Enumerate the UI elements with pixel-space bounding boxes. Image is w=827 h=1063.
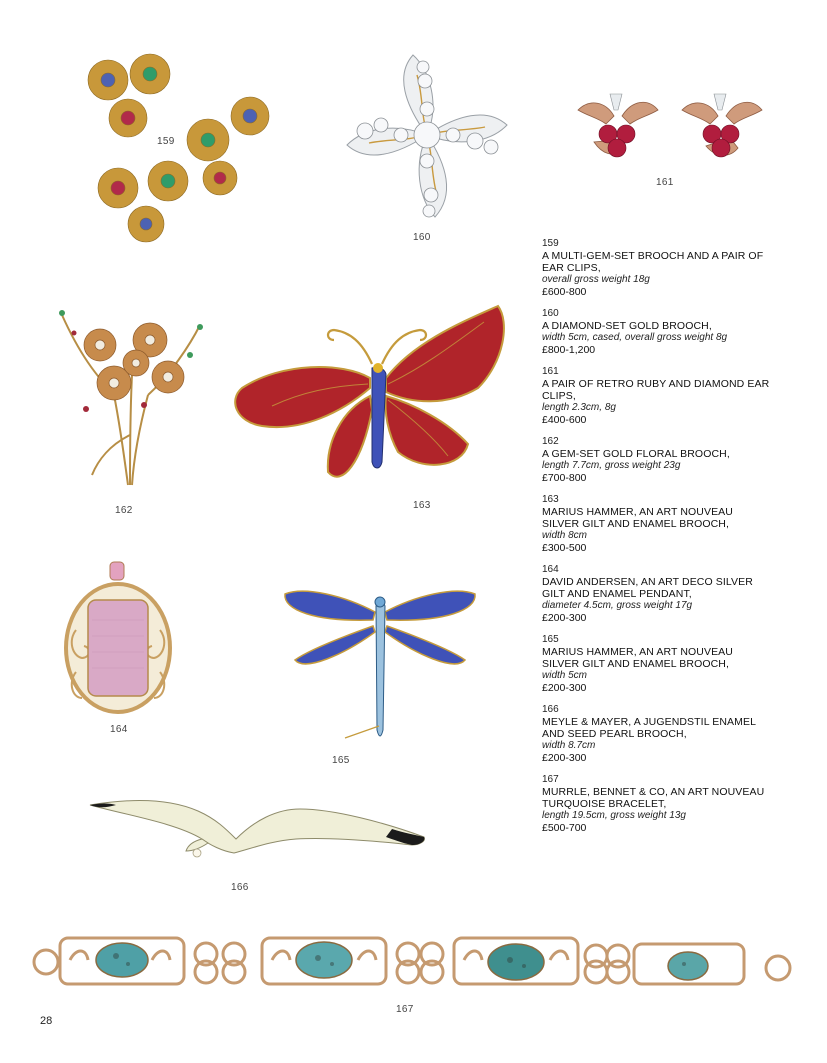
lot-161-ear-clips-image: [570, 88, 770, 170]
lot-details: length 19.5cm, gross weight 13g: [542, 810, 686, 821]
page-number: 28: [40, 1015, 53, 1027]
lot-title: MARIUS HAMMER, AN ART NOUVEAU SILVER GILT AND ENAMEL BROOCH,: [542, 506, 733, 530]
lot-estimate: £700-800: [542, 472, 587, 484]
lot-162-caption: 162: [115, 505, 133, 516]
lot-number: 164: [542, 564, 559, 575]
lot-number: 166: [542, 704, 559, 715]
lot-161-caption: 161: [656, 177, 674, 188]
lot-details: length 2.3cm, 8g: [542, 402, 616, 413]
lot-entry-162: [542, 436, 772, 484]
lot-163-butterfly-brooch-image: [222, 292, 512, 492]
lot-estimate: £200-300: [542, 752, 587, 764]
lot-164-pendant-image: [62, 560, 174, 715]
lot-details: width 5cm: [542, 670, 588, 681]
lot-160-diamond-brooch-image: [335, 45, 520, 225]
lot-estimate: £300-500: [542, 542, 587, 554]
lot-162-floral-brooch-image: [40, 285, 220, 500]
lot-entry-161: [542, 366, 772, 426]
lot-details: width 8cm: [542, 530, 588, 541]
lot-entry-167: [542, 774, 772, 834]
lot-number: 159: [542, 238, 559, 249]
lot-title: MURRLE, BENNET & CO, AN ART NOUVEAU TURQUOISE BRACELET,: [542, 786, 765, 810]
lot-166-caption: 166: [231, 882, 249, 893]
lot-163-caption: 163: [413, 500, 431, 511]
lot-entry-159: [542, 238, 772, 298]
lot-entry-164: [542, 564, 772, 624]
lot-estimate: £800-1,200: [542, 344, 596, 356]
lot-details: width 8.7cm: [542, 740, 596, 751]
lot-title: MARIUS HAMMER, AN ART NOUVEAU SILVER GILT AND ENAMEL BROOCH,: [542, 646, 733, 670]
lot-number: 167: [542, 774, 559, 785]
lot-164-caption: 164: [110, 724, 128, 735]
lot-entry-163: [542, 494, 772, 554]
lot-estimate: £200-300: [542, 612, 587, 624]
lot-entry-165: [542, 634, 772, 694]
lot-title: A MULTI-GEM-SET BROOCH AND A PAIR OF EAR CLIPS,: [542, 250, 764, 274]
lot-number: 163: [542, 494, 559, 505]
lot-entry-160: [542, 308, 772, 356]
lot-estimate: £200-300: [542, 682, 587, 694]
lot-title: A DIAMOND-SET GOLD BROOCH,: [542, 320, 712, 332]
lot-165-dragonfly-brooch-image: [275, 580, 485, 750]
lot-166-seagull-brooch-image: [86, 793, 431, 878]
lot-estimate: £500-700: [542, 822, 587, 834]
lot-estimate: £400-600: [542, 414, 587, 426]
lot-165-caption: 165: [332, 755, 350, 766]
lot-entry-166: [542, 704, 772, 764]
lot-167-bracelet-image: [24, 920, 814, 1000]
lot-details: overall gross weight 18g: [542, 274, 650, 285]
lot-159-caption: 159: [157, 136, 175, 147]
lot-number: 161: [542, 366, 559, 377]
lot-160-caption: 160: [413, 232, 431, 243]
lot-number: 160: [542, 308, 559, 319]
lot-title: MEYLE & MAYER, A JUGENDSTIL ENAMEL AND SEED PEARL BROOCH,: [542, 716, 756, 740]
lot-descriptions: [542, 238, 772, 844]
lot-title: A GEM-SET GOLD FLORAL BROOCH,: [542, 448, 730, 460]
lot-details: width 5cm, cased, overall gross weight 8g: [542, 332, 728, 343]
lot-167-caption: 167: [396, 1004, 414, 1015]
lot-details: length 7.7cm, gross weight 23g: [542, 460, 681, 471]
lot-number: 162: [542, 436, 559, 447]
lot-estimate: £600-800: [542, 286, 587, 298]
lot-title: DAVID ANDERSEN, AN ART DECO SILVER GILT AND ENAMEL PENDANT,: [542, 576, 753, 600]
lot-number: 165: [542, 634, 559, 645]
lot-details: diameter 4.5cm, gross weight 17g: [542, 600, 693, 611]
lot-159-flower-brooch-image: [78, 48, 278, 253]
lot-title: A PAIR OF RETRO RUBY AND DIAMOND EAR CLIPS,: [542, 378, 770, 402]
